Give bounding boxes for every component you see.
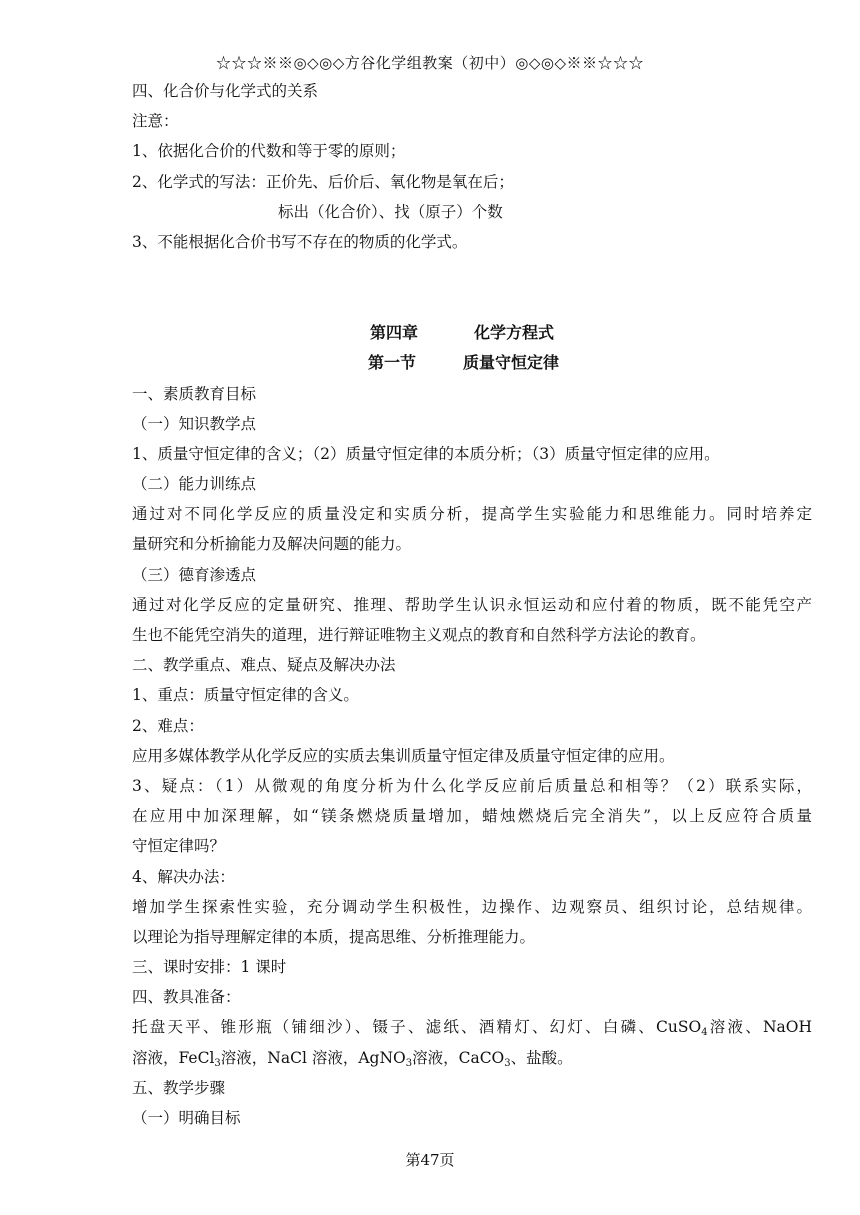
subheading: （一）明确目标	[132, 1109, 241, 1127]
chapter-number: 第四章	[370, 323, 419, 343]
chapter-title	[132, 318, 812, 348]
equipment-list: 托盘天平、锥形瓶（铺细沙）、镊子、滤纸、酒精灯、幻灯、白磷、CuSO4溶液、NaOH	[132, 1018, 813, 1039]
subheading: （一）知识教学点	[132, 414, 257, 433]
heading: 三、课时安排：1 课时	[132, 958, 287, 977]
chapter-name: 化学方程式	[474, 323, 555, 343]
heading: 二、教学重点、难点、疑点及解决办法	[132, 656, 396, 675]
paragraph: 通过对不同化学反应的质量没定和实质分析，提高学生实验能力和思维能力。同时培养定	[132, 505, 812, 524]
paragraph: 增加学生探索性实验，充分调动学生积极性，边操作、边观察员、组织讨论，总结规律。	[132, 897, 812, 916]
paragraph: 1、质量守恒定律的含义；（2）质量守恒定律的本质分析；（3）质量守恒定律的应用。	[132, 444, 720, 463]
section-heading: 四、化合价与化学式的关系	[132, 82, 319, 100]
paragraph: 量研究和分析揄能力及解决问题的能力。	[132, 535, 412, 554]
subheading: （三）德育渗透点	[132, 565, 257, 584]
paragraph: 2、难点：	[132, 716, 204, 735]
section-number: 第一节	[368, 353, 417, 373]
paragraph: 生也不能凭空消失的道理，进行辩证唯物主义观点的教育和自然科学方法论的教育。	[132, 626, 706, 644]
paragraph: 4、解决办法：	[132, 867, 235, 886]
note-item: 3、不能根据化合价书写不存在的物质的化学式。	[132, 232, 468, 251]
page-header: ☆☆☆※※◎◇◎◇方谷化学组教案（初中）◎◇◎◇※※☆☆☆	[216, 54, 644, 72]
section-name: 质量守恒定律	[463, 353, 560, 373]
note-item-continuation: 标出（化合价）、找（原子）个数	[278, 202, 503, 221]
page-number: 第47页	[405, 1151, 455, 1169]
equipment-list: 溶液，FeCl3溶液，NaCl 溶液，AgNO3溶液，CaCO3、盐酸。	[132, 1048, 573, 1069]
note-item: 1、依据化合价的代数和等于零的原则；	[132, 142, 406, 161]
note-item: 2、化学式的写法：正价先、后价后、氧化物是氧在后；	[132, 172, 514, 191]
note-label: 注意：	[132, 112, 179, 131]
section-title	[132, 348, 812, 378]
heading: 一、素质教育目标	[132, 384, 257, 403]
paragraph: 守恒定律吗？	[132, 837, 226, 856]
paragraph: 在应用中加深理解，如“镁条燃烧质量增加，蜡烛燃烧后完全消失”，以上反应符合质量	[132, 807, 812, 826]
subheading: （二）能力训练点	[132, 475, 257, 494]
paragraph: 3、疑点：（1）从微观的角度分析为什么化学反应前后质量总和相等？（2）联系实际，	[132, 776, 812, 795]
heading: 四、教具准备：	[132, 988, 241, 1007]
heading: 五、教学步骤	[132, 1078, 226, 1097]
paragraph: 通过对化学反应的定量研究、推理、帮助学生认识永恒运动和应付着的物质，既不能凭空产	[132, 595, 812, 614]
paragraph: 1、重点：质量守恒定律的含义。	[132, 686, 359, 705]
document-body	[132, 76, 812, 1133]
paragraph: 应用多媒体教学从化学反应的实质去集训质量守恒定律及质量守恒定律的应用。	[132, 746, 675, 765]
paragraph: 以理论为指导理解定律的本质，提高思维、分析推理能力。	[132, 927, 536, 946]
